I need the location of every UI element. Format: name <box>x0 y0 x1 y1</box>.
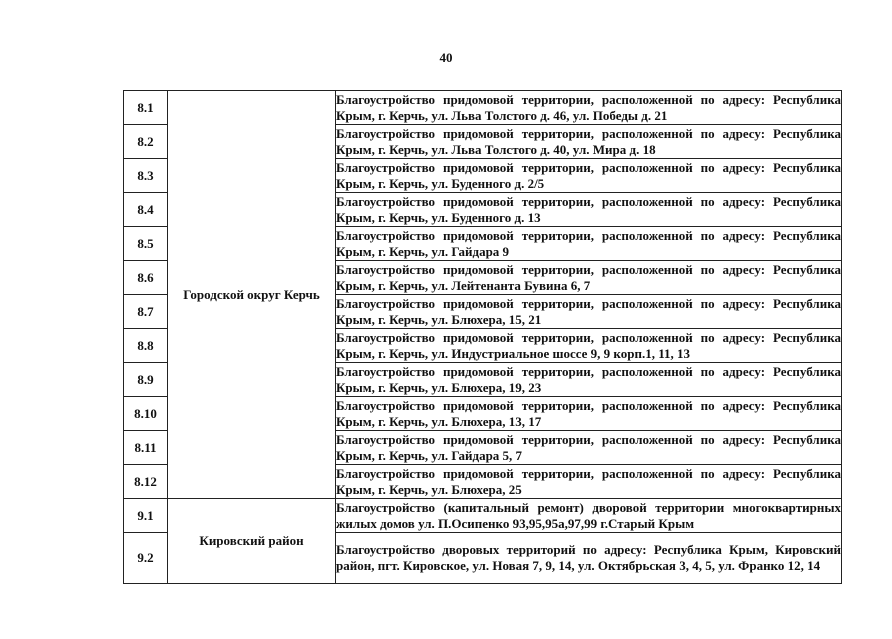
row-number: 8.8 <box>124 329 168 363</box>
row-description: Благоустройство придомовой территории, расположенной по адресу: Республика Крым, г. Керчь, ул. Лейтенанта Бувина 6, 7 <box>336 261 841 293</box>
row-number: 9.1 <box>124 499 168 533</box>
table-row <box>124 91 842 125</box>
table-row <box>124 499 842 533</box>
row-description: Благоустройство придомовой территории, расположенной по адресу: Республика Крым, г. Керчь, ул. Льва Толстого д. 46, ул. Победы д. 21 <box>336 91 841 123</box>
row-number: 8.5 <box>124 227 168 261</box>
row-description: Благоустройство придомовой территории, расположенной по адресу: Республика Крым, г. Керчь, ул. Буденного д. 13 <box>336 193 841 225</box>
row-number: 8.10 <box>124 397 168 431</box>
row-description: Благоустройство придомовой территории, расположенной по адресу: Республика Крым, г. Керчь, ул. Индустриальное шоссе 9, 9 корп.1, 11, 13 <box>336 329 841 361</box>
row-number: 8.4 <box>124 193 168 227</box>
area-name-kirov: Кировский район <box>168 499 336 584</box>
row-description: Благоустройство придомовой территории, расположенной по адресу: Республика Крым, г. Керчь, ул. Блюхера, 13, 17 <box>336 397 841 429</box>
row-description: Благоустройство придомовой территории, расположенной по адресу: Республика Крым, г. Керчь, ул. Льва Толстого д. 40, ул. Мира д. 18 <box>336 125 841 157</box>
row-number: 8.12 <box>124 465 168 499</box>
row-description: Благоустройство придомовой территории, расположенной по адресу: Республика Крым, г. Керчь, ул. Блюхера, 25 <box>336 465 841 497</box>
row-number: 8.3 <box>124 159 168 193</box>
row-number: 9.2 <box>124 533 168 584</box>
row-description: Благоустройство придомовой территории, расположенной по адресу: Республика Крым, г. Керчь, ул. Гайдара 9 <box>336 227 841 259</box>
row-number: 8.9 <box>124 363 168 397</box>
row-number: 8.11 <box>124 431 168 465</box>
row-number: 8.7 <box>124 295 168 329</box>
row-description: Благоустройство придомовой территории, расположенной по адресу: Республика Крым, г. Керчь, ул. Буденного д. 2/5 <box>336 159 841 191</box>
row-description: Благоустройство придомовой территории, расположенной по адресу: Республика Крым, г. Керчь, ул. Гайдара 5, 7 <box>336 431 841 463</box>
row-description: Благоустройство придомовой территории, расположенной по адресу: Республика Крым, г. Керчь, ул. Блюхера, 15, 21 <box>336 295 841 327</box>
page-number: 40 <box>439 50 453 65</box>
projects-table <box>123 90 842 584</box>
row-description: Благоустройство дворовых территорий по адресу: Республика Крым, Кировский район, пгт. Кировское, ул. Новая 7, 9, 14, ул. Октябрьская 3, 4, 5, ул. Франко 12, 14 <box>336 533 842 584</box>
row-number: 8.1 <box>124 91 168 125</box>
row-description: Благоустройство придомовой территории, расположенной по адресу: Республика Крым, г. Керчь, ул. Блюхера, 19, 23 <box>336 363 841 395</box>
area-name-kerch: Городской округ Керчь <box>168 91 336 499</box>
row-number: 8.6 <box>124 261 168 295</box>
row-number: 8.2 <box>124 125 168 159</box>
row-description: Благоустройство (капитальный ремонт) дворовой территории многоквартирных жилых домов ул. П.Осипенко 93,95,95а,97,99 г.Старый Крым <box>336 499 841 531</box>
